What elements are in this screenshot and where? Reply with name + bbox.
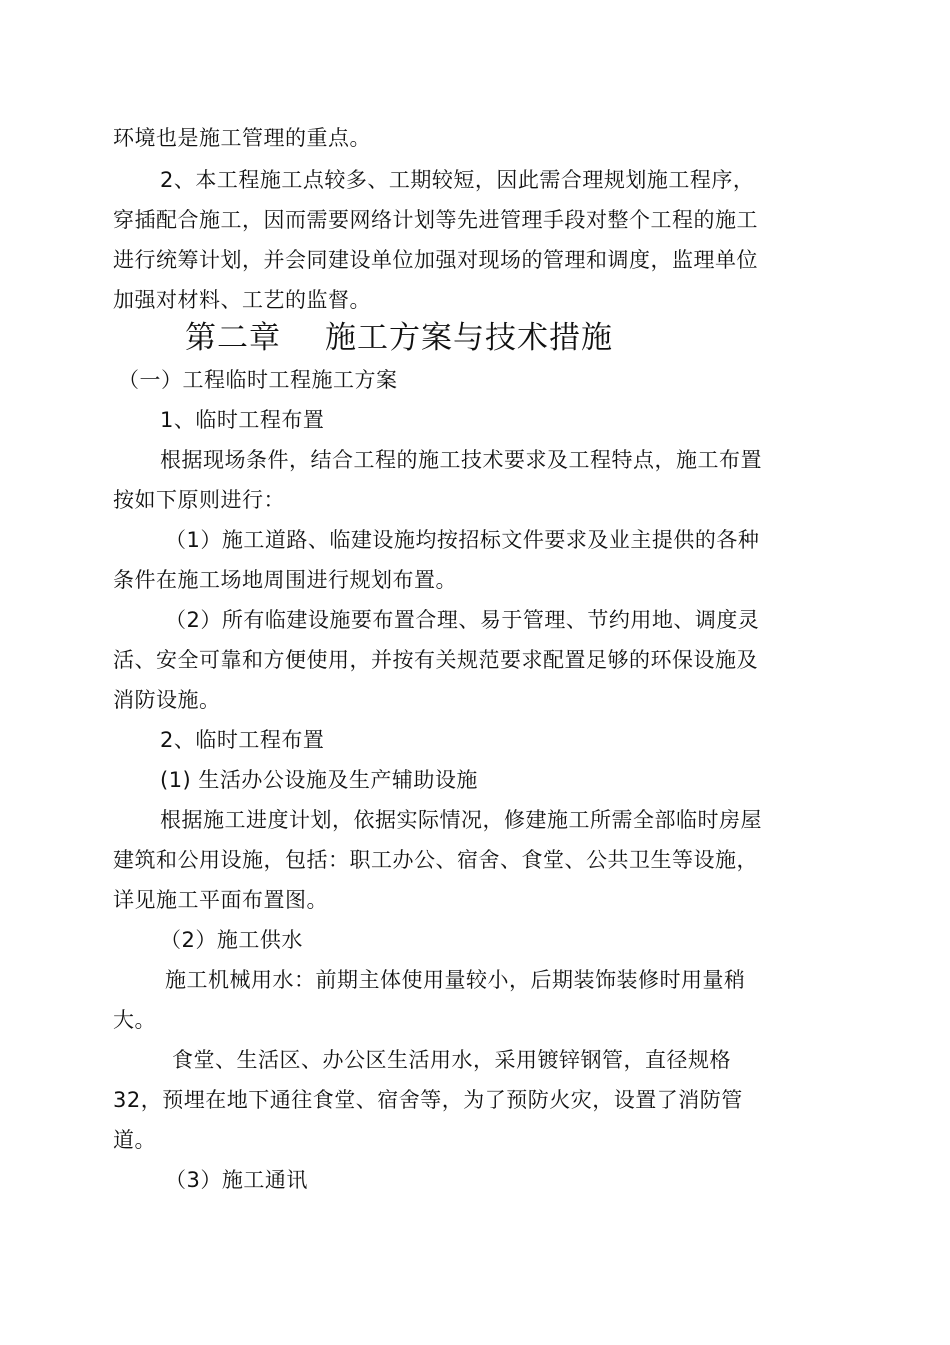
paragraph-line: 食堂、生活区、办公区生活用水，采用镀锌钢管，直径规格 (172, 1048, 731, 1072)
paragraph-line: 道。 (113, 1128, 156, 1152)
paragraph-line: 进行统筹计划，并会同建设单位加强对现场的管理和调度，监理单位 (113, 248, 758, 272)
paragraph-line: 大。 (113, 1008, 156, 1032)
paragraph-line: 穿插配合施工，因而需要网络计划等先进管理手段对整个工程的施工 (113, 208, 758, 232)
list-item-line: 消防设施。 (113, 688, 221, 712)
item-heading: （2）施工供水 (160, 928, 303, 952)
list-item-line: （1）施工道路、临建设施均按招标文件要求及业主提供的各种 (165, 528, 760, 552)
item-heading: (1) 生活办公设施及生产辅助设施 (160, 768, 478, 792)
paragraph-line: 详见施工平面布置图。 (113, 888, 328, 912)
paragraph-line: 根据现场条件，结合工程的施工技术要求及工程特点，施工布置 (160, 448, 762, 472)
paragraph-line: 根据施工进度计划，依据实际情况，修建施工所需全部临时房屋 (160, 808, 762, 832)
chapter-title: 施工方案与技术措施 (325, 320, 613, 356)
paragraph-line: 施工机械用水：前期主体使用量较小，后期装饰装修时用量稍 (165, 968, 746, 992)
list-item-line: （2）所有临建设施要布置合理、易于管理、节约用地、调度灵 (165, 608, 760, 632)
paragraph-line: 加强对材料、工艺的监督。 (113, 288, 371, 312)
chapter-number: 第二章 (185, 320, 281, 356)
subsection-heading: 2、临时工程布置 (160, 728, 325, 752)
paragraph-line: 2、本工程施工点较多、工期较短，因此需合理规划施工程序， (160, 168, 755, 192)
list-item-line: 条件在施工场地周围进行规划布置。 (113, 568, 457, 592)
list-item-line: 活、安全可靠和方便使用，并按有关规范要求配置足够的环保设施及 (113, 648, 758, 672)
paragraph-line: 32，预埋在地下通往食堂、宿舍等，为了预防火灾，设置了消防管 (113, 1088, 743, 1112)
chapter-heading (185, 318, 613, 358)
paragraph-line: 建筑和公用设施，包括：职工办公、宿舍、食堂、公共卫生等设施， (113, 848, 758, 872)
paragraph-line: 环境也是施工管理的重点。 (113, 126, 371, 150)
item-heading: （3）施工通讯 (165, 1168, 308, 1192)
paragraph-line: 按如下原则进行： (113, 488, 285, 512)
subsection-heading: 1、临时工程布置 (160, 408, 325, 432)
section-heading: （一）工程临时工程施工方案 (118, 368, 398, 392)
